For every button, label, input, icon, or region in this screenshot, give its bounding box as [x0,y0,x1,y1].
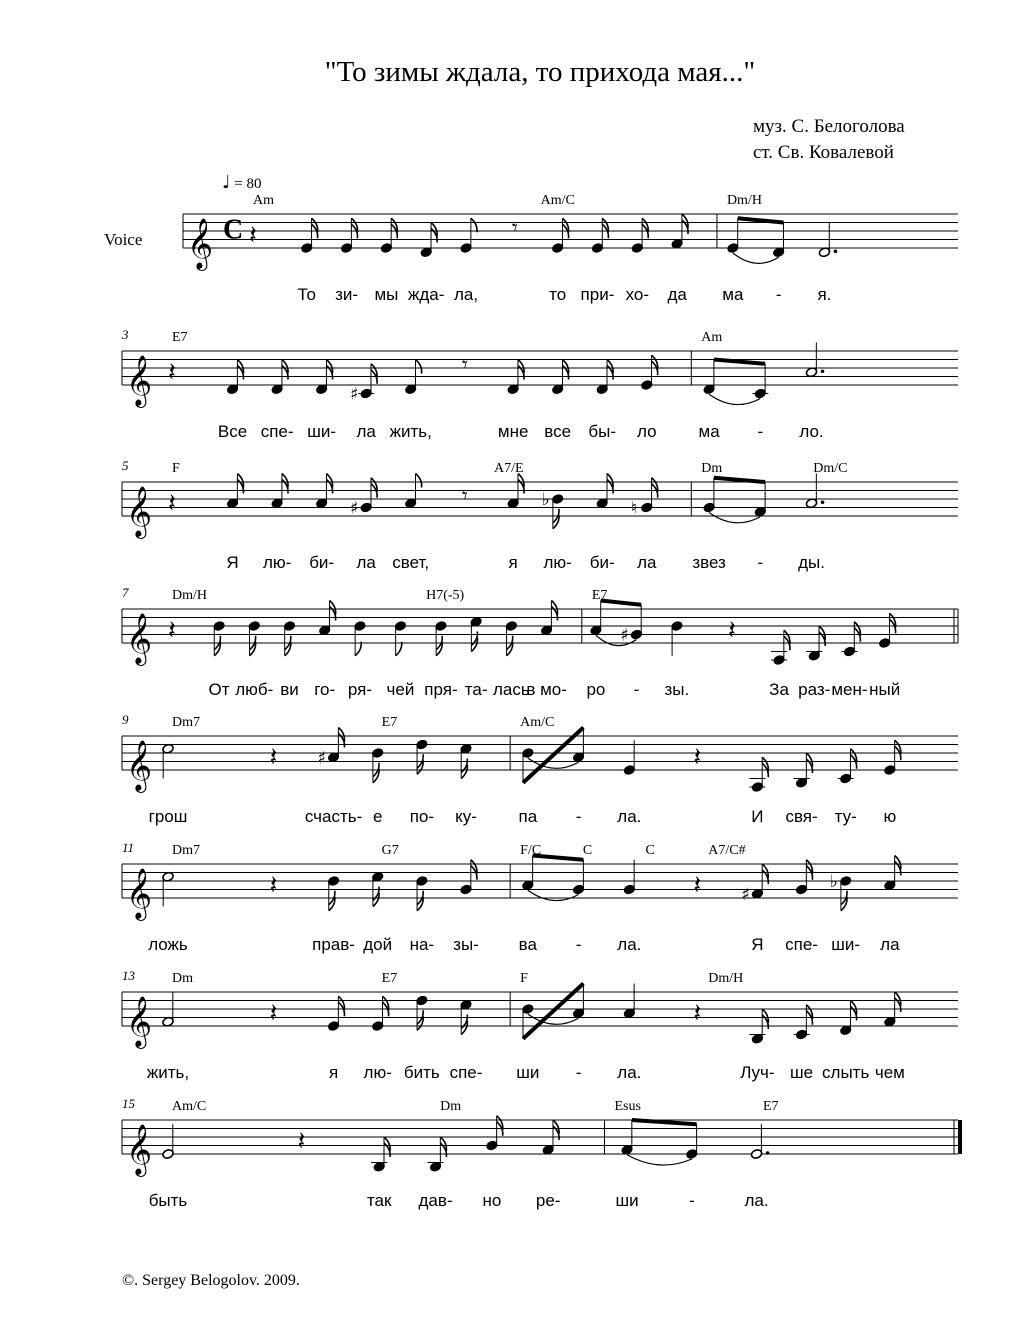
lyric-syllable: бить [403,1063,440,1082]
lyric-syllable: ла. [617,807,642,826]
staff-system-1 [183,193,958,304]
quarter-rest-icon: 𝄽 [269,998,278,1029]
lyric-syllable: Луч- [740,1063,775,1082]
chord-symbol: Dm7 [172,715,200,730]
treble-clef-icon: 𝄞 [126,1124,153,1175]
staff-system-5 [122,712,958,826]
lyric-syllable: хо- [625,285,650,304]
chord-symbol: C [582,843,593,858]
accidental-icon: ♮ [630,498,637,519]
note-beam [738,218,784,222]
chord-symbol: Dm/H [708,971,744,986]
lyric-syllable: жить, [389,422,432,441]
quarter-rest-icon: 𝄽 [693,998,702,1029]
lyric-syllable: Я [751,935,764,954]
quarter-rest-icon: 𝄽 [269,742,278,773]
lyric-syllable: дой [363,935,393,954]
lyric-syllable: свет, [392,553,430,572]
note-flag [416,360,422,374]
treble-clef-icon: 𝄞 [126,355,153,406]
note-flag [396,642,402,656]
lyric-syllable: го- [314,680,336,699]
quarter-rest-icon: 𝄽 [693,870,702,901]
lyric-syllable: так [366,1191,392,1210]
lyric-syllable: зи- [335,285,359,304]
lyric-syllable: ви [280,680,299,699]
chord-symbol: E7 [381,971,398,986]
lyric-syllable: ла [356,422,376,441]
lyric-syllable: ше [790,1063,814,1082]
lyric-syllable: ши- [307,422,337,441]
lyric-syllable: То [297,285,317,304]
lyric-syllable: Все [217,422,248,441]
note-beam [714,478,765,482]
lyric-syllable: мен- [831,680,868,699]
lyric-syllable: ма [722,285,744,304]
measure-number: 5 [122,458,129,473]
chord-symbol: Dm7 [172,843,200,858]
lyric-syllable: чей [386,680,415,699]
quarter-rest-icon: 𝄽 [249,220,257,251]
staff-system-4 [122,585,958,699]
quarter-rest-icon: 𝄽 [297,1126,306,1157]
measure-number: 9 [122,712,129,727]
chord-symbol: A7/C# [708,843,746,858]
lyric-syllable: ши- [831,935,861,954]
chord-symbol: E7 [381,715,398,730]
chord-symbol: Dm/H [726,193,762,208]
note-beam [632,1120,697,1124]
lyric-syllable: бы- [588,422,617,441]
lyric-syllable: ку- [455,807,477,826]
lyric-syllable: ло [636,422,657,441]
lyric-syllable: чем [874,1063,905,1082]
lyric-syllable: ре- [535,1191,561,1210]
chord-symbol: E7 [172,330,188,345]
lyric-syllable: И [751,807,764,826]
treble-clef-icon: 𝄞 [126,613,153,664]
quarter-rest-icon: 𝄽 [168,357,176,388]
lyric-syllable: ды. [798,553,825,572]
lyric-syllable: жда- [408,285,445,304]
chord-symbol: Am/C [172,1099,207,1114]
treble-clef-icon: 𝄞 [187,218,214,269]
lyric-syllable: мы [374,285,399,304]
lyric-syllable: лю- [262,553,292,572]
lyric-syllable: та- [464,680,488,699]
lyric-syllable: дав- [418,1191,453,1210]
quarter-rest-icon: 𝄽 [168,488,176,519]
eighth-rest-icon: 𝄾 [511,216,518,241]
lyric-syllable: па [518,807,538,826]
measure-number: 3 [122,327,129,342]
lyric-syllable: - [757,553,764,572]
lyric-syllable: пря- [424,680,458,699]
lyric-syllable: ши [516,1063,540,1082]
accidental-icon: ♭ [829,872,838,892]
measure-number: 7 [122,585,129,600]
slur [528,890,579,900]
lyric-syllable: свя- [785,807,818,826]
lyric-syllable: я [508,553,518,572]
lyric-syllable: счасть- [304,807,363,826]
chord-symbol: H7(-5) [426,588,465,603]
chord-symbol: E7 [591,588,608,603]
treble-clef-icon: 𝄞 [126,868,153,919]
lyric-syllable: зы- [453,935,479,954]
song-title: "То зимы ждала, то прихода мая..." [324,56,756,88]
slur [709,394,760,404]
lyric-syllable: я. [817,285,832,304]
time-signature: C [223,214,244,246]
lyric-syllable: ю [883,807,897,826]
copyright-notice: ©. Sergey Belogolov. 2009. [122,1272,300,1289]
lyric-syllable: спе- [260,422,294,441]
lyric-syllable: в мо- [526,680,567,699]
measure-number: 15 [122,1096,135,1111]
note-flag [355,642,361,656]
lyric-syllable: От [208,680,230,699]
composer-credit: муз. С. Белоголова [753,116,905,137]
chord-symbol: Dm/C [813,461,848,476]
quarter-rest-icon: 𝄽 [727,615,736,646]
instrument-label: Voice [104,230,143,249]
augmentation-dot [821,500,825,504]
chord-symbol: F [520,971,528,986]
chord-symbol: Am [253,193,274,208]
accidental-icon: ♯ [350,384,359,405]
accidental-icon: ♯ [620,625,629,646]
lyric-syllable: - [575,1063,582,1082]
chord-symbol: Am [701,330,723,345]
lyric-syllable: лась [493,680,530,699]
lyric-syllable: грош [148,807,188,826]
lyric-syllable: при- [580,285,615,304]
lyric-syllable: ла. [617,935,642,954]
slur [596,635,637,645]
lyric-syllable: - [575,935,582,954]
lyric-syllable: - [575,807,582,826]
lyric-syllable: - [688,1191,695,1210]
lyric-syllable: ма [698,422,720,441]
chord-symbol: F [172,461,180,476]
treble-clef-icon: 𝄞 [126,486,153,537]
treble-clef-icon: 𝄞 [126,740,153,791]
accidental-icon: ♯ [317,748,326,769]
lyric-syllable: Я [226,553,239,572]
lyric-syllable: ла. [617,1063,642,1082]
lyric-syllable: на- [409,935,435,954]
chord-symbol: Dm [440,1099,462,1114]
lyric-syllable: ла [880,935,900,954]
note-flag [416,474,422,488]
chord-symbol: Dm [172,971,193,986]
accidental-icon: ♯ [350,498,359,519]
lyric-syllable: по- [409,807,435,826]
lyric-syllable: ло. [799,422,824,441]
chord-symbol: Esus [614,1099,641,1114]
lyric-syllable: би- [309,553,335,572]
lyric-syllable: ла. [744,1191,769,1210]
staff-system-3 [122,458,958,572]
eighth-rest-icon: 𝄾 [461,484,468,509]
staff-system-7 [122,968,958,1082]
accidental-icon: ♯ [741,884,750,905]
treble-clef-icon: 𝄞 [126,996,153,1047]
lyric-syllable: ный [869,680,901,699]
slur [709,513,760,523]
lyric-syllable: За [769,680,789,699]
lyric-syllable: - [775,285,782,304]
lyric-syllable: да [667,285,687,304]
chord-symbol: G7 [381,843,399,858]
staff-system-2 [121,327,958,441]
slur [733,253,779,263]
lyric-syllable: слыть [822,1063,870,1082]
slur [528,1014,579,1024]
lyric-syllable: все [544,422,572,441]
quarter-rest-icon: 𝄽 [269,870,278,901]
lyric-syllable: раз- [798,680,831,699]
lyric-syllable: спе- [785,935,818,954]
lyric-syllable: быть [148,1191,188,1210]
augmentation-dot [834,249,838,253]
augmentation-dot [821,369,825,373]
slur [528,758,579,768]
lyric-syllable: лю- [543,553,572,572]
chord-symbol: Am/C [540,193,575,208]
lyric-syllable: би- [589,553,615,572]
chord-symbol: Dm/H [172,588,207,603]
lyric-syllable: то [549,285,567,304]
lyric-syllable: ла, [453,285,479,304]
lyric-syllable: ро [586,680,606,699]
lyricist-credit: ст. Св. Ковалевой [753,142,894,163]
quarter-rest-icon: 𝄽 [168,615,176,646]
measure-number: 11 [122,840,135,855]
measure-number: 13 [122,968,135,983]
lyric-syllable: ши [615,1191,639,1210]
note-flag [471,218,477,232]
augmentation-dot [766,1151,770,1155]
lyric-syllable: люб- [235,680,274,699]
lyric-syllable: звез [692,553,726,572]
lyric-syllable: жить, [146,1063,190,1082]
lyric-syllable: спе- [449,1063,483,1082]
chord-symbol: C [645,843,655,858]
lyric-syllable: я [328,1063,339,1082]
slur [627,1155,692,1165]
staff-system-6 [122,840,958,954]
lyric-syllable: мне [497,422,529,441]
lyric-syllable: ла [637,553,657,572]
quarter-rest-icon: 𝄽 [693,742,702,773]
lyric-syllable: ла [356,553,376,572]
accidental-icon: ♭ [541,490,550,510]
chord-symbol: Dm [701,461,723,476]
quarter-note-icon: ♩ [222,172,231,193]
chord-symbol: F/C [520,843,542,858]
lyric-syllable: - [633,680,640,699]
lyric-syllable: прав- [312,935,355,954]
chord-symbol: E7 [762,1099,779,1114]
lyric-syllable: ложь [148,935,188,954]
lyric-syllable: - [757,422,764,441]
lyric-syllable: ря- [347,680,373,699]
chord-symbol: A7/E [493,461,524,476]
chord-symbol: Am/C [520,715,555,730]
lyric-syllable: ва [518,935,537,954]
lyric-syllable: ту- [834,807,857,826]
note-beam [714,360,765,364]
staff-system-8 [122,1096,962,1210]
lyric-syllable: лю- [363,1063,392,1082]
lyric-syllable: е [372,807,383,826]
eighth-rest-icon: 𝄾 [461,353,468,378]
final-barline [958,1120,962,1154]
lyric-syllable: зы. [664,680,690,699]
tempo-value: = 80 [234,176,262,192]
lyric-syllable: но [482,1191,502,1210]
